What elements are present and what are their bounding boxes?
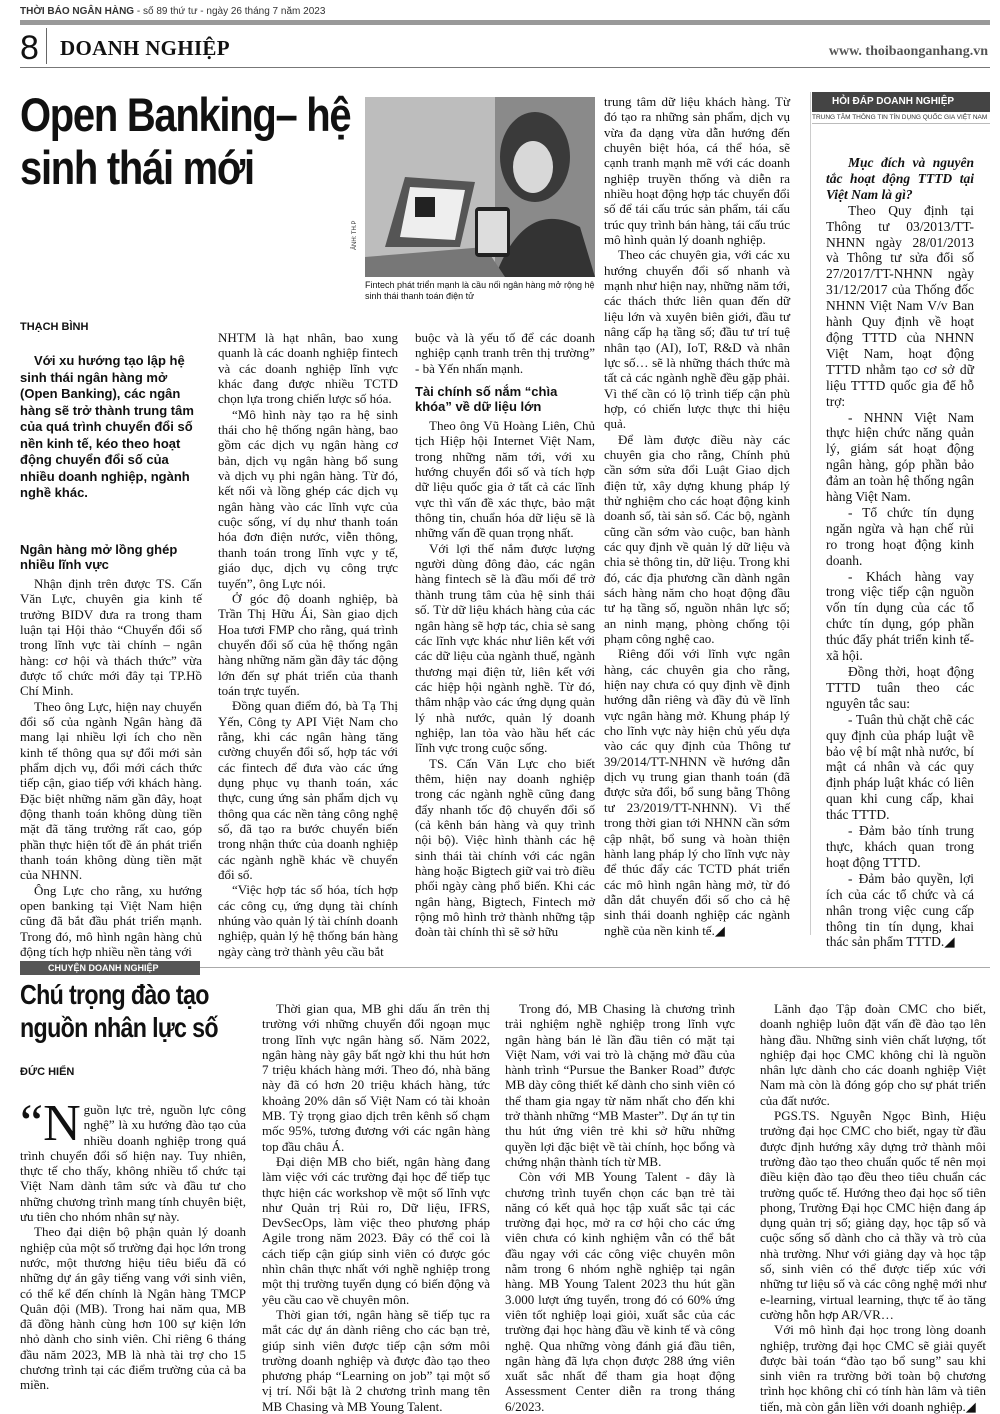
article-photo bbox=[365, 97, 595, 277]
paragraph: trung tâm dữ liệu khách hàng. Từ đó tạo ra những sản phẩm, dịch vụ vừa đa dạng vừa dẫn hướng đến chuyên biệt hóa, cá thể hóa, sẽ cạnh tranh mạnh mẽ với các doanh nghiệp truyền thống và diễn ra nhiều hoạt động hợp tác chuyển đổi số để tái cấu trúc sản phẩm, tái cấu trúc quy trình bán hàng, tái cấu trúc mô hình quản lý doanh nghiệp. bbox=[604, 94, 790, 248]
article-column-3 bbox=[415, 330, 595, 938]
sidebar-subtitle: TRUNG TÂM THÔNG TIN TÍN DỤNG QUỐC GIA VIỆT NAM bbox=[812, 114, 990, 124]
paper-name: THỜI BÁO NGÂN HÀNG bbox=[20, 6, 135, 17]
header-rule bbox=[20, 67, 990, 68]
section-title: DOANH NGHIỆP bbox=[60, 36, 230, 60]
paragraph: NHTM là hạt nhân, bao xung quanh là các doanh nghiệp fintech và các doanh nghiệp lĩnh vực khác đang được nhiều TCTD chọn lựa trong chiến lược số hóa. bbox=[218, 330, 398, 407]
sidebar-paragraph: - Tuân thủ chặt chẽ các quy định của pháp luật về bảo vệ bí mật nhà nước, bí mật cá nhân và các quy định pháp luật khác có liên quan khi cung cấp, khai thác TTTD. bbox=[826, 711, 974, 823]
paragraph: Đại diện MB cho biết, ngân hàng đang làm việc với các trường đại học để tiếp tục thực hiện các workshop về một số lĩnh vực như Quản trị Rủi ro, Dữ liệu, IFRS, DevSecOps, làm việc theo phương pháp Agile trong năm 2023. Đây có thể coi là cách tiếp cận giúp sinh viên có được góc nhìn chân thực nhất với nghề nghiệp trong một thị trường tuyển dụng có biến động và yêu cầu cao về chuyên môn. bbox=[262, 1153, 490, 1307]
paragraph: Theo ông Vũ Hoàng Liên, Chủ tịch Hiệp hội Internet Việt Nam, trong những năm tới, với xu hướng chuyển đổi số và tích hợp dữ liệu quốc gia ở tất cả các lĩnh vực thì vấn đề xác thực, bảo mật thông tin, chuẩn hóa dữ liệu sẽ là những vấn đề quan trọng nhất. bbox=[415, 418, 595, 541]
paragraph: Nhận định trên được TS. Cấn Văn Lực, chuyên gia kinh tế trưởng BIDV đưa ra trong tham luận tại Hội thảo “Chuyển đổi số trong lĩnh vực tài chính – ngân hàng: cơ hội và thách thức” vừa được tổ chức mới đây tại TP.Hồ Chí Minh. bbox=[20, 575, 202, 699]
sidebar-paragraph: - Tổ chức tín dụng ngăn ngừa và hạn chế rủi ro trong hoạt động kinh doanh. bbox=[826, 504, 974, 568]
paragraph: Theo ông Lực, hiện nay chuyển đổi số của ngành Ngân hàng đã mang lại nhiều lợi ích cho nền kinh tế thông qua sự đổi mới sản phẩm dịch vụ, đổi mới cách thức tiếp cận, giao tiếp với khách hàng. Đặc biệt những năm gần đây, hoạt động thanh toán không dùng tiền mặt đã tăng trưởng rất cao, góp phần thực hiện tốt đề án phát triển thanh toán không dùng tiền mặt của NHNN. bbox=[20, 698, 202, 883]
photo-illustration bbox=[365, 97, 595, 277]
article-column-2 bbox=[218, 330, 398, 959]
sidebar-paragraph: - Đảm bảo tính trung thực, khách quan trong hoạt động TTTD. bbox=[826, 823, 974, 870]
paragraph: Riêng đối với lĩnh vực ngân hàng, các chuyên gia cho rằng, hiện nay chưa có quy định về định hướng dẫn riêng và đầy đủ về lĩnh vực ngân hàng mở. Khung pháp lý cho lĩnh vực này hiện chủ yếu dựa vào các quy định của Thông tư 39/2014/TT-NHNN về hướng dẫn dịch vụ trung gian thanh toán (đã được sửa đổi, bổ sung bằng Thông tư 23/2019/TT-NHNN). Vì thế trong thời gian tới NHNN cần sớm cập nhật, bổ sung và hoàn thiện hành lang pháp lý cho lĩnh vực này để thúc đẩy các TCTD phát triển các mô hình ngân hàng mở, từ đó dẫn dắt chuyển đổi số cho cả hệ sinh thái doanh nghiệp các ngành nghề của nền kinh tế.◢ bbox=[604, 646, 790, 938]
issue-info: - số 89 thứ tư - ngày 26 tháng 7 năm 2023 bbox=[134, 6, 326, 17]
photo-caption: Fintech phát triển mạnh là cầu nối ngân hàng mở rộng hệ sinh thái thanh toán điện tử bbox=[365, 280, 595, 301]
page-number: 8 bbox=[20, 29, 39, 67]
paragraph: Lãnh đạo Tập đoàn CMC cho biết, doanh nghiệp luôn đặt vấn đề đào tạo lên hàng đầu. Những sinh viên chất lượng, tốt nghiệp đại học CMC không chỉ là nguồn nhân lực dành cho các doanh nghiệp Việt Nam mà còn là đóng góp cho sự phát triển của đất nước. bbox=[760, 1001, 986, 1108]
article2-column-2 bbox=[262, 1001, 490, 1414]
paragraph: Đồng quan điểm đó, bà Tạ Thị Yến, Công ty API Việt Nam cho rằng, khi các ngân hàng tăng cường chuyển đổi số, hợp tác với các fintech để đưa vào các ứng dụng phục vụ thanh toán, xác thực, cung ứng sản phẩm dịch vụ thông qua các nền tảng công nghệ số, đã tạo ra bước chuyển biến trong nhận thức của doanh nghiệp các ngành nghề khác về chuyển đổi số. bbox=[218, 698, 398, 883]
paragraph: TS. Cấn Văn Lực cho biết thêm, hiện nay doanh nghiệp trong các ngành nghề cũng đang đẩy nhanh tốc độ chuyển đổi số (cả kênh bán hàng và quy trình nội bộ). Việc hình thành các hệ sinh thái tài chính với các ngân hàng hoặc Bigtech giữ vai trò điều phối ngày càng phổ biến. Khi các ngân hàng, Bigtech, Fintech mở rộng mô hình trở thành những tập đoàn tài chính thì sẽ sở hữu bbox=[415, 755, 595, 940]
divider bbox=[46, 28, 47, 64]
paragraph: Còn với MB Young Talent - đây là chương trình tuyển chọn các bạn trẻ tài năng có kết quả học tập xuất sắc tại các trường đại học, mở ra cơ hội cho các ứng viên chưa có kinh nghiệm vẫn có thể bắt đầu ngay với các công việc chuyên môn nằm trong 6 nhóm nghề nghiệp tại ngân hàng. MB Young Talent 2023 thu hút gần 3.000 lượt ứng tuyển, trong đó có 60% ứng viên tốt nghiệp loại giỏi, xuất sắc của các trường đại học hàng đầu về kinh tế và công nghệ. Qua những vòng đánh giá đầu tiên, ngân hàng đã lựa chọn được 288 ứng viên xuất sắc nhất để tham gia hoạt động Assessment Center diễn ra trong tháng 6/2023. bbox=[505, 1169, 735, 1414]
byline-2: ĐỨC HIỂN bbox=[20, 1066, 75, 1078]
top-rule bbox=[20, 20, 990, 25]
paragraph: “Việc hợp tác số hóa, tích hợp các công cụ, ứng dụng tài chính nhúng vào quản lý tài chính doanh nghiệp, quản lý hệ thống bán hàng ngày càng trở thành yêu cầu bắt bbox=[218, 882, 398, 959]
sidebar-title: HỎI ĐÁP DOANH NGHIỆP bbox=[812, 92, 990, 112]
first-paragraph-text: guồn lực trẻ, nguồn lực công nghệ” là xu hướng đào tạo của nhiều doanh nghiệp trong quá trình chuyển đổi số hiện nay. Tuy nhiên, thực tế cho thấy, không nhiều tổ chức tại Việt Nam dành tâm sức và đầu tư cho những chương trình mang tính chuyên biệt, ưu tiên cho nhóm nhân sự này. bbox=[20, 1102, 246, 1225]
article-lead: Với xu hướng tạo lập hệ sinh thái ngân hàng mở (Open Banking), các ngân hàng sẽ trở thành trung tâm của quá trình chuyển đổi số nền kinh tế, kéo theo hoạt động chuyển đổi số của nhiều doanh nghiệp, ngành nghề khác. bbox=[20, 353, 194, 501]
photo-credit: ẢNH: TH.P bbox=[352, 220, 358, 250]
masthead bbox=[20, 6, 325, 17]
sidebar-paragraph: - NHNN Việt Nam thực hiện chức năng quản lý, giám sát hoạt động ngân hàng, góp phần bảo đảm an toàn hệ thống ngân hàng Việt Nam. bbox=[826, 409, 974, 505]
sidebar-question: Mục đích và nguyên tắc hoạt động TTTD tại Việt Nam là gì? bbox=[826, 155, 974, 202]
paragraph: Theo đại diện bộ phận quản lý doanh nghiệp của một số trường đại học lớn trong nước, một thương hiệu tiêu biểu đã có những dự án gây tiếng vang với sinh viên, có thể kể đến chính là Ngân hàng TMCP Quân đội (MB). Trong hai năm qua, MB đã đồng hành cùng hơn 100 sự kiện lớn nhỏ dành cho sinh viên. Chỉ riêng 6 tháng đầu năm 2023, MB là nhà tài trợ cho 15 chương trình tại các điểm trường của cả ba miền. bbox=[20, 1224, 246, 1393]
byline: THẠCH BÌNH bbox=[20, 321, 89, 333]
sidebar-paragraph: Theo Quy định tại Thông tư 03/2013/TT-NHNN ngày 28/01/2013 và Thông tư sửa đổi số 27/2017/TT-NHNN ngày 31/12/2017 của Thống đốc NHNN Việt Nam V/v Ban hành Quy định về hoạt động TTTD của NHNN Việt Nam, hoạt động TTTD nhằm tạo cơ sở dữ liệu TTTD quốc gia để hỗ trợ: bbox=[826, 202, 974, 409]
first-paragraph bbox=[20, 1095, 246, 1225]
paragraph: buộc và là yếu tố để các doanh nghiệp cạnh tranh trên thị trường” - bà Yến nhấn mạnh. bbox=[415, 330, 595, 376]
subheading: Tài chính số nắm “chìa khóa” về dữ liệu lớn bbox=[415, 384, 558, 415]
drop-cap: “N bbox=[20, 1095, 81, 1152]
article-column-4 bbox=[604, 94, 790, 938]
article-column-1 bbox=[20, 320, 202, 960]
article2-column-1 bbox=[20, 1095, 246, 1400]
article2-column-4 bbox=[760, 1001, 986, 1414]
article-headline: Open Banking– hệ sinh thái mới bbox=[20, 88, 351, 194]
paragraph: Trong đó, MB Chasing là chương trình trải nghiệm nghề nghiệp trong lĩnh vực ngân hàng bán lẻ lần đầu tiên có mặt tại Việt Nam, với vai trò là chặng mở đầu của hành trình “Pursue the Banker Road” được MB dày công thiết kế dành cho sinh viên có thể tham gia ngay từ năm nhất cho đến khi trở thành những “MB Master”. Dự án tự tin thu hút ứng viên trẻ khi sở hữu những quyền lợi đặc biệt về tài chính, học bổng và chứng nhận thành tích từ MB. bbox=[505, 1001, 735, 1169]
paragraph: Với lợi thế nắm được lượng người dùng đông đảo, các ngân hàng fintech sẽ là đầu mối để trở thành trung tâm của hệ sinh thái số. Từ dữ liệu khách hàng của các ngân hàng sẽ hợp tác, chia sẻ sang các lĩnh vực khác như liên kết với các dữ liệu của ngành thuế, ngành thương mại điện tử, liên kết với các hiệp hội ngành nghề. Từ đó, thâm nhập vào các ứng dụng quản lý nhà nước, quản lý doanh nghiệp, lan tỏa vào hầu hết các lĩnh vực trong cuộc sống. bbox=[415, 540, 595, 756]
paragraph: Thời gian tới, ngân hàng sẽ tiếp tục ra mắt các dự án dành riêng cho các bạn trẻ, giúp sinh viên được tiếp cận sớm môi trường doanh nghiệp và được đào tạo theo phương pháp “Learning on job” tại một số vị trí. Nổi bật là 2 chương trình mang tên MB Chasing và MB Young Talent. bbox=[262, 1306, 490, 1414]
subheading: Ngân hàng mở lồng ghép nhiều lĩnh vực bbox=[20, 541, 178, 572]
paragraph: PGS.TS. Nguyễn Ngọc Bình, Hiệu trưởng đại học CMC cho biết, ngay từ đầu được định hướng xây dựng trở thành môi trường đào tạo theo chuẩn quốc tế nên mọi điều kiện đào tạo đều theo tiêu chuẩn các trường quốc tế. Hướng theo đại học số tiên phong, Trường Đại học CMC hiện đang áp dụng quản trị số; giảng dạy, học tập số và cuộc sống số dành cho cả thầy và trò của nhà trường. Như với giảng dạy và học tập số, sinh viên có thể được tiếp xúc với những tư liệu số và các công nghệ mới như e-learning, virtual learning, thực tế ảo tăng cường hỗn hợp AR/VR… bbox=[760, 1108, 986, 1322]
website-link[interactable]: www. thoibaonganhang.vn bbox=[828, 44, 988, 59]
paragraph: Để làm được điều này các chuyên gia cho rằng, Chính phủ cần sớm sửa đổi Luật Giao dịch điện tử, xây dựng khung pháp lý thử nghiệm cho các hoạt động kinh doanh số, tài sản số. Các bộ, ngành cũng cần sớm vào cuộc, ban hành các quy định về quản lý dữ liệu và chia sẻ thông tin, dữ liệu. Trong khi đó, các địa phương cần dành ngân sách hàng năm cho hoạt động đầu tư hạ tầng số, nguồn nhân lực số; an ninh mạng, phòng chống tội phạm công nghệ cao. bbox=[604, 431, 790, 647]
section-tag: CHUYỆN DOANH NGHIỆP bbox=[20, 961, 200, 975]
paragraph: “Mô hình này tạo ra hệ sinh thái cho hệ thống ngân hàng, bao gồm các dịch vụ ngân hàng cơ bản, dịch vụ ngân hàng bổ sung và dịch vụ phi ngân hàng. Từ đó, kết nối và lồng ghép các dịch vụ ngân hàng vào các lĩnh vực của cuộc sống, ví dụ như thanh toán hóa đơn điện nước, viễn thông, thanh toán trong lĩnh vực y tế, giáo dục, dịch vụ công trực tuyến”, ông Lực nói. bbox=[218, 406, 398, 591]
paragraph: Với mô hình đại học trong lòng doanh nghiệp, trường đại học CMC sẽ giải quyết được bài toán “đào tạo bổ sung” sau khi sinh viên ra trường bởi toàn bộ chương trình học không chỉ có tính hàn lâm và tiên tiến, mà còn gắn liền với doanh nghiệp.◢ bbox=[760, 1322, 986, 1414]
sidebar-paragraph: - Đảm bảo quyền, lợi ích của các tổ chức và cá nhân trong việc cung cấp thông tin tín dụng, khai thác sản phẩm TTTD.◢ bbox=[826, 870, 974, 950]
paragraph: Ông Lực cho rằng, xu hướng open banking tại Việt Nam hiện cũng đã bắt đầu phát triển mạnh. Trong đó, mô hình ngân hàng chủ động tích hợp nhiều nền tảng với bbox=[20, 882, 202, 960]
sidebar-qa bbox=[826, 155, 974, 950]
article-headline-2: Chú trọng đào tạo nguồn nhân lực số bbox=[20, 979, 218, 1043]
sidebar-paragraph: - Khách hàng vay trong việc tiếp cận nguồn vốn tín dụng của các tổ chức tín dụng, góp phần thúc đẩy phát triển kinh tế-xã hội. bbox=[826, 568, 974, 664]
article2-column-3 bbox=[505, 1001, 735, 1414]
paragraph: Thời gian qua, MB ghi dấu ấn trên thị trường với những chuyển đổi ngoạn mục trong lĩnh vực ngân hàng số. Năm 2022, ngân hàng này gây bất ngờ khi thu hút hơn 7 triệu khách hàng mới. Theo đó, nhà băng này đã có hơn 20 triệu khách hàng, tức khoảng 20% dân số Việt Nam có tài khoản MB. Tỷ trọng giao dịch trên kênh số chạm mốc 95%, tương đương với các ngân hàng top đầu châu Á. bbox=[262, 1001, 490, 1154]
paragraph: Ở góc độ doanh nghiệp, bà Trần Thị Hữu Ái, Sàn giao dịch Hoa tươi FMP cho rằng, quá trình chuyển đổi số của hệ thống ngân hàng những năm gần đây tác động lớn đến sự phát triển của thanh toán trực tuyến. bbox=[218, 590, 398, 698]
sidebar-border bbox=[810, 92, 811, 935]
sidebar-paragraph: Đồng thời, hoạt động TTTD tuân theo các nguyên tắc sau: bbox=[826, 664, 974, 711]
paragraph: Theo các chuyên gia, với các xu hướng chuyển đổi số nhanh và mạnh như hiện nay, những năm tới, các thách thức liên quan đến dữ liệu lớn và xuyên biên giới, đầu tư nâng cấp hạ tầng số; đầu tư trí tuệ nhân tạo (AI), IoT, R&D và nhân lực số… sẽ là những thách thức mà tất cả các ngành nghề đều gặp phải. Vì thế cần có lộ trình tiếp cận phù hợp, có chiến lược thực thi hiệu quả. bbox=[604, 247, 790, 432]
